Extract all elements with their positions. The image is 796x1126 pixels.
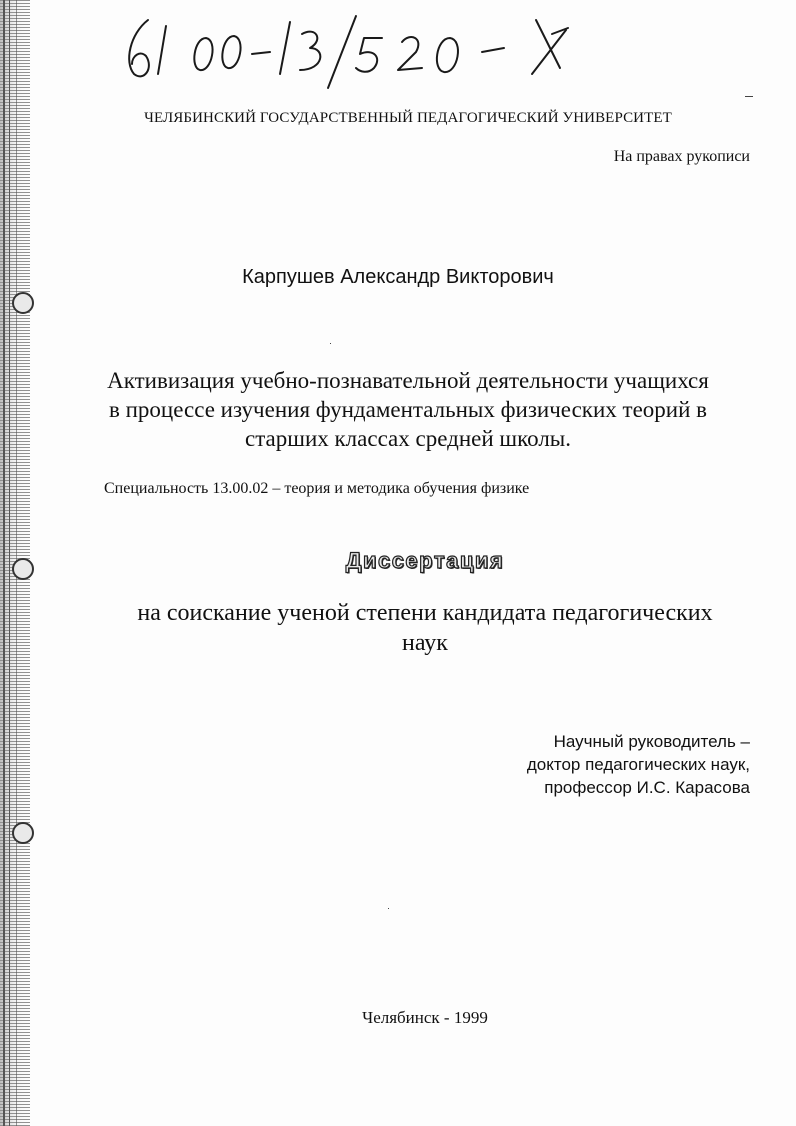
manuscript-note: На правах рукописи bbox=[613, 148, 750, 165]
title-line: Активизация учебно-познавательной деятельности учащихся bbox=[107, 368, 709, 393]
university-name: ЧЕЛЯБИНСКИЙ ГОСУДАРСТВЕННЫЙ ПЕДАГОГИЧЕСКИЙ УНИВЕРСИТЕТ bbox=[144, 110, 672, 126]
scan-speck bbox=[745, 96, 753, 97]
supervisor-block bbox=[527, 730, 750, 799]
supervisor-line: Научный руководитель – bbox=[553, 732, 750, 751]
specialty-line: Специальность 13.00.02 – теория и методика обучения физике bbox=[104, 480, 530, 497]
scan-speck bbox=[330, 343, 331, 344]
binding-hole-icon bbox=[12, 292, 34, 314]
city-year: Челябинск - 1999 bbox=[362, 1008, 488, 1027]
scan-speck bbox=[388, 908, 389, 909]
title-line: в процессе изучения фундаментальных физических теорий в bbox=[108, 397, 708, 422]
binding-hole-icon bbox=[12, 822, 34, 844]
supervisor-line: доктор педагогических наук, bbox=[526, 755, 750, 774]
handwritten-archive-code bbox=[120, 12, 640, 92]
author-name: Карпушев Александр Викторович bbox=[242, 266, 554, 288]
degree-statement bbox=[60, 598, 790, 658]
degree-line: наук bbox=[402, 630, 448, 656]
degree-line: на соискание ученой степени кандидата педагогических bbox=[137, 600, 713, 626]
dissertation-title bbox=[60, 366, 756, 453]
supervisor-line: профессор И.С. Карасова bbox=[544, 778, 750, 797]
work-type-heading: Диссертация bbox=[345, 548, 505, 573]
title-line: старших классах средней школы. bbox=[244, 426, 572, 451]
